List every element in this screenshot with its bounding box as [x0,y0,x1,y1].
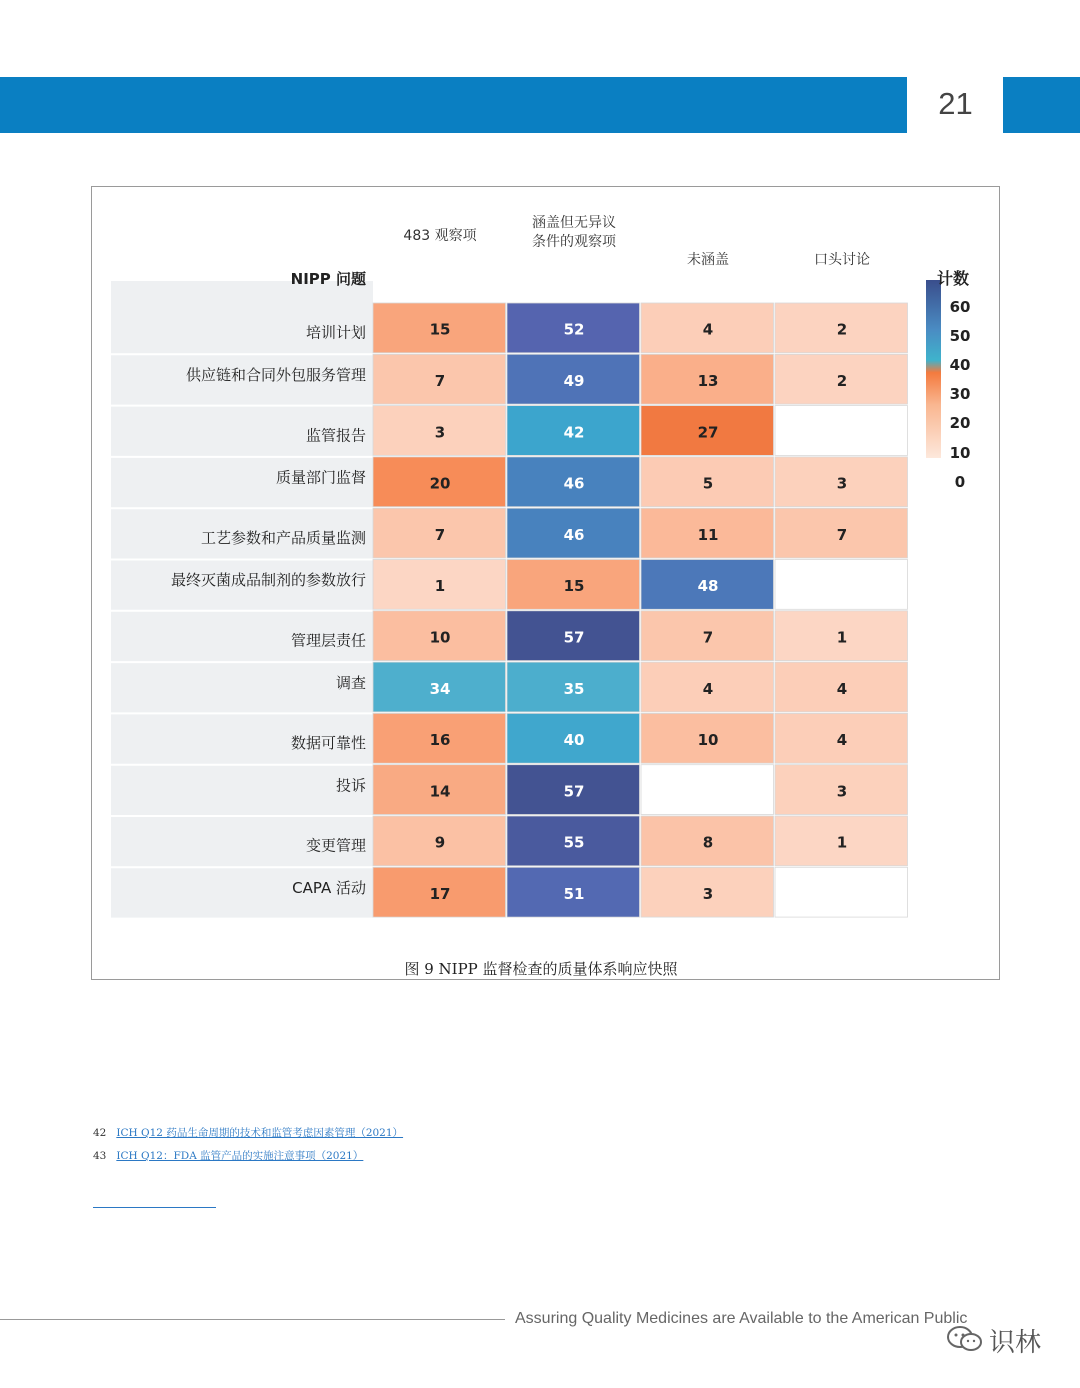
cell-value: 7 [434,525,446,544]
cell-value: 42 [563,423,585,442]
cell-value: 51 [563,884,585,903]
cell-value: 27 [697,423,719,442]
colorbar-tick: 10 [949,444,971,462]
row-label: 变更管理 [305,836,366,855]
cell-value: 3 [836,474,848,493]
footer-text: Assuring Quality Medicines are Available to the American Public [515,1310,968,1327]
cell-value: 15 [563,577,585,596]
row-label: 投诉 [335,776,366,795]
heatmap-cell [775,406,908,456]
cell-value: 57 [563,782,585,801]
row-label: CAPA 活动 [292,878,366,897]
row-label: 工艺参数和产品质量监测 [200,528,366,547]
row-label: 培训计划 [305,323,366,342]
cell-value: 46 [563,525,585,544]
cell-value: 14 [429,782,451,801]
column-header [532,215,617,250]
wechat-watermark [945,1322,1045,1358]
colorbar-tick: 40 [949,356,971,374]
heatmap-cell [641,765,774,815]
figure-caption: 图 9 NIPP 监督检查的质量体系响应快照 [404,960,678,978]
row-label: 质量部门监督 [275,468,366,487]
footnote-43 [93,1148,363,1163]
row-header: NIPP 问题 [290,270,366,288]
footnote-link[interactable]: ICH Q12 药品生命周期的技术和监管考虑因素管理（2021） [116,1127,404,1139]
cell-value: 4 [702,320,714,339]
cell-value: 2 [836,320,848,339]
footnote-rule [93,1207,216,1208]
cell-value: 5 [702,474,714,493]
footnote-number: 42 [93,1127,107,1139]
cell-value: 48 [697,577,719,596]
cell-value: 55 [563,833,585,852]
cell-value: 7 [702,628,714,647]
wechat-icon [945,1324,985,1354]
cell-value: 20 [429,474,451,493]
colorbar-tick: 30 [949,385,971,403]
row-label: 调查 [335,673,366,692]
column-header [403,228,477,244]
cell-value: 34 [429,679,451,698]
cell-value: 3 [434,423,446,442]
colorbar-tick: 0 [954,473,966,491]
cell-value: 49 [563,371,585,390]
column-header-line: 条件的观察项 [532,234,616,250]
column-header-line: 483 观察项 [403,228,477,244]
colorbar-tick: 50 [949,327,971,345]
cell-value: 7 [836,525,848,544]
cell-value: 46 [563,474,585,493]
colorbar-tick: 20 [949,414,971,432]
cell-value: 1 [434,577,446,596]
row-label: 最终灭菌成品制剂的参数放行 [170,571,366,590]
column-header [814,251,870,268]
cell-value: 17 [429,884,451,903]
cell-value: 4 [836,679,848,698]
cell-value: 1 [836,833,848,852]
cell-value: 13 [697,371,719,390]
cell-value: 8 [702,833,714,852]
footnote-number: 43 [93,1150,107,1162]
row-label: 数据可靠性 [290,734,366,753]
footnote-link[interactable]: ICH Q12：FDA 监管产品的实施注意事项（2021） [116,1150,364,1162]
row-label: 管理层责任 [290,631,366,650]
colorbar-title: 计数 [936,269,970,288]
cell-value: 4 [836,731,848,750]
cell-value: 16 [429,731,451,750]
column-header [687,251,729,268]
cell-value: 57 [563,628,585,647]
colorbar [926,280,941,458]
footnote-42 [93,1125,403,1140]
colorbar-tick: 60 [949,298,971,316]
cell-value: 2 [836,371,848,390]
cell-value: 15 [429,320,451,339]
cell-value: 10 [429,628,451,647]
cell-value: 3 [702,884,714,903]
cell-value: 10 [697,731,719,750]
cell-value: 40 [563,731,585,750]
cell-value: 11 [697,525,719,544]
cell-value: 7 [434,371,446,390]
footer-rule [0,1319,505,1320]
cell-value: 4 [702,679,714,698]
cell-value: 35 [563,679,585,698]
row-label: 供应链和合同外包服务管理 [185,365,366,384]
column-header-line: 口头讨论 [814,252,870,268]
cell-value: 9 [434,833,446,852]
heatmap-cell [775,560,908,610]
cell-value: 3 [836,782,848,801]
cell-value: 1 [836,628,848,647]
column-header-line: 涵盖但无异议 [532,215,616,231]
column-header-line: 未涵盖 [687,252,729,268]
page-number: 21 [938,86,973,121]
cell-value: 52 [563,320,585,339]
watermark-text: 识林 [989,1328,1042,1358]
heatmap-cell [775,867,908,917]
row-label: 监管报告 [305,426,366,445]
